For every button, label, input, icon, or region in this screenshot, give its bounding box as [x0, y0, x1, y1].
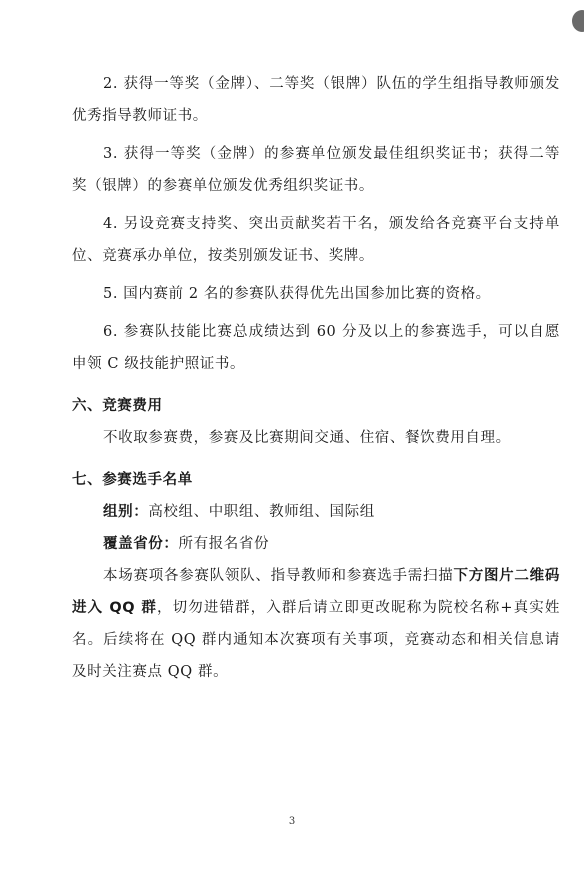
award-item-4: 4. 另设竞赛支持奖、突出贡献奖若干名，颁发给各竞赛平台支持单位、竞赛承办单位，按类别颁发证书、奖牌。 — [72, 216, 560, 264]
province-line — [72, 528, 560, 560]
section-7-body-part1: 本场赛项各参赛队领队、指导教师和参赛选手需扫描 — [103, 568, 454, 584]
award-item-5: 5. 国内赛前 2 名的参赛队获得优先出国参加比赛的资格。 — [103, 286, 491, 302]
section-6-body: 不收取参赛费，参赛及比赛期间交通、住宿、餐饮费用自理。 — [103, 430, 511, 446]
section-7-body — [72, 560, 560, 688]
group-label: 组别： — [103, 504, 149, 520]
page-number: 3 — [288, 816, 296, 827]
section-6-heading: 六、竞赛费用 — [72, 398, 163, 414]
scroll-indicator — [572, 10, 584, 32]
province-label: 覆盖省份： — [103, 536, 179, 552]
page-content — [72, 68, 560, 688]
award-item-3: 3. 获得一等奖（金牌）的参赛单位颁发最佳组织奖证书；获得二等奖（银牌）的参赛单位颁发优秀组织奖证书。 — [72, 146, 560, 194]
group-value: 高校组、中职组、教师组、国际组 — [148, 504, 375, 520]
award-item-2: 2. 获得一等奖（金牌）、二等奖（银牌）队伍的学生组指导教师颁发优秀指导教师证书。 — [72, 76, 560, 124]
section-7-heading: 七、参赛选手名单 — [72, 472, 193, 488]
province-value: 所有报名省份 — [178, 536, 270, 552]
award-item-6: 6. 参赛队技能比赛总成绩达到 60 分及以上的参赛选手，可以自愿申领 C 级技能护照证书。 — [72, 324, 560, 372]
section-7-body-bold: 下方图片二维码进入 QQ 群 — [72, 568, 560, 616]
section-7-body-part2: ，切勿进错群，入群后请立即更改昵称为院校名称+真实姓名。后续将在 QQ 群内通知本次赛项有关事项，竞赛动态和相关信息请及时关注赛点 QQ 群。 — [72, 600, 560, 680]
group-line — [72, 496, 560, 528]
